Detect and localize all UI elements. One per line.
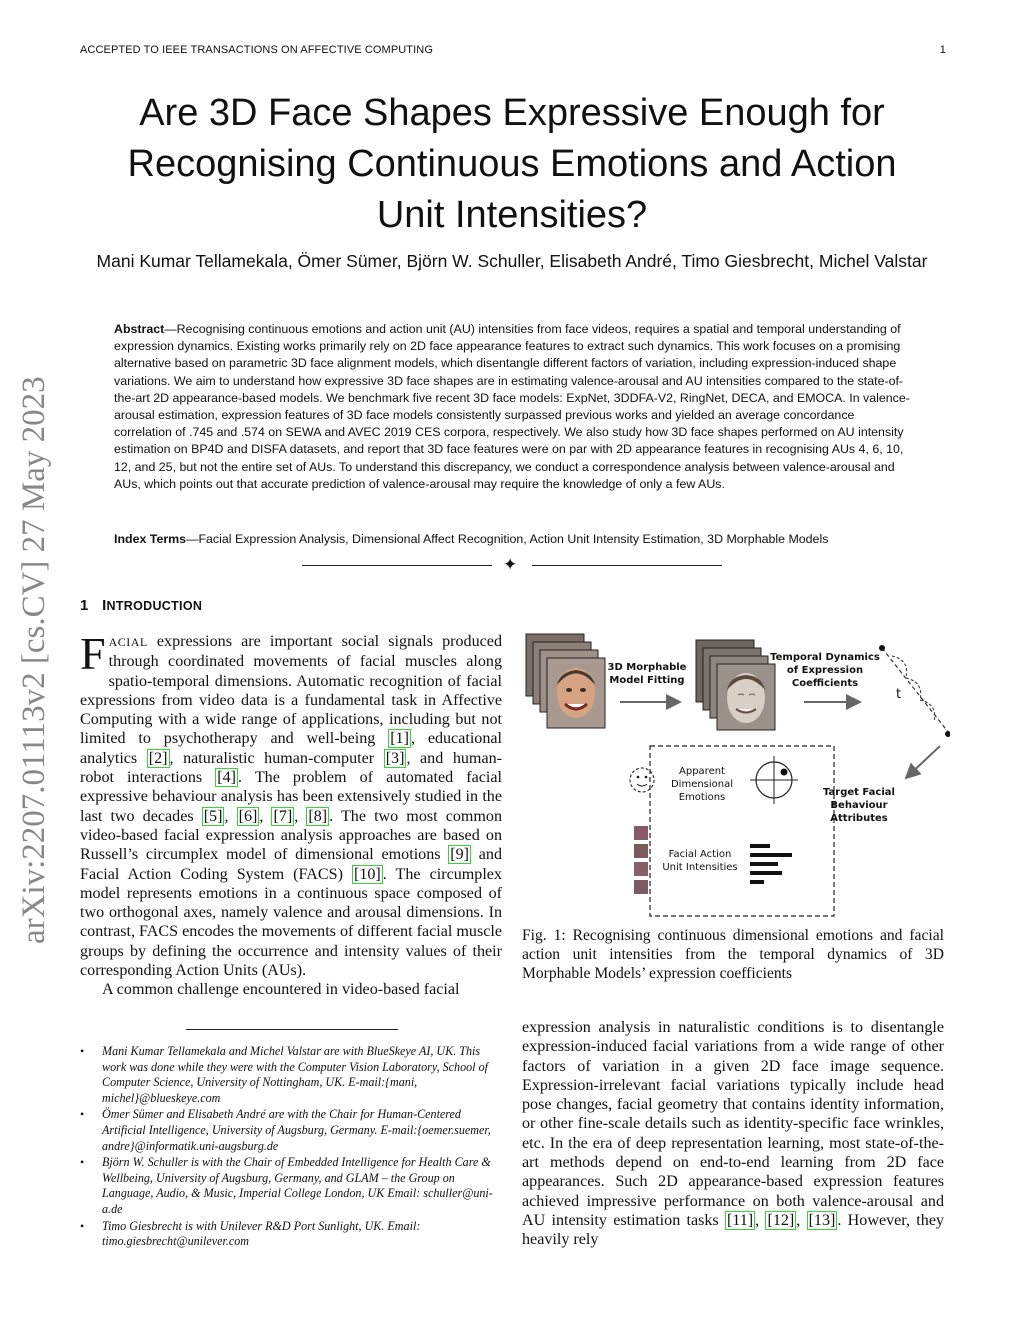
separator-star-icon: ✦ [503, 555, 518, 574]
footnote-rule [186, 1029, 398, 1030]
bullet-icon: • [80, 1218, 85, 1233]
target-label-line3: Attributes [830, 813, 888, 824]
target-label-line1: Target Facial [823, 787, 895, 798]
intro-text: expressions are important social signals produced through coordinated movements of facial muscles along spatio-temporal dimensions. Automatic recognition of facial expressions from video data is a fundamental task in Affective Computing with a wide range of applications, including but not limited to psychotherapy and well-being [80, 633, 502, 748]
index-terms [114, 531, 914, 548]
abstract-label: Abstract [114, 322, 165, 336]
bullet-icon: • [80, 1155, 85, 1170]
author-list: Mani Kumar Tellamekala, Ömer Sümer, Björn W. Schuller, Elisabeth André, Timo Giesbrecht, Michel Valstar [96, 251, 928, 271]
au-face-crops [634, 826, 648, 894]
figure-caption: Fig. 1: Recognising continuous dimensional emotions and facial action unit intensities from the temporal dynamics of 3D Morphable Models’ expression coefficients [522, 927, 944, 982]
body-text: expression analysis in naturalistic conditions is to disentangle expression-induced facial variations from a wide range of other factors of variation in a given 2D face image sequence. Expression-irrelevant facial variations typically include head pose changes, facial geometry that contains identity information, or other fine-scale details such as identity-specific face wrinkles, etc. In the era of deep representation learning, most state-of-the-art methods depend on end-to-end learning from 2D face appearances. Such 2D appearance-based expression features achieved impressive performance on both valence-arousal and AU intensity estimation tasks [522, 1019, 944, 1229]
citation-link[interactable]: [8] [308, 807, 328, 825]
citation-link[interactable]: [2] [148, 749, 168, 767]
footnote-text: Björn W. Schuller is with the Chair of Embedded Intelligence for Health Care & Wellbeing, University of Augsburg, Germany, and GLAM – the Group on Language, Audio, & Music, Imperial College London, UK Email: schuller@uni-a.de [102, 1155, 493, 1216]
intro-text: , and human-robot interactions [80, 749, 502, 787]
abstract-text: —Recognising continuous emotions and action unit (AU) intensities from face videos, requires a spatial and temporal understanding of expression dynamics. Existing works primarily rely on 2D face appearance features to extract such dynamics. This work focuses on a promising alternative based on parametric 3D face alignment models, which disentangle different factors of variation, including expression-induced shape variations. We aim to understand how expressive 3D face shapes are in estimating valence-arousal and AU intensities compared to the state-of-the-art 2D appearance-based models. We benchmark five recent 3D face models: ExpNet, 3DDFA-V2, RingNet, DECA, and EMOCA. In valence-arousal estimation, expression features of 3D face models consistently surpassed previous works and yielded an average concordance correlation of .745 and .574 on SEWA and AVEC 2019 CES corpora, respectively. We also study how 3D face shapes performed on AU intensity estimation on BP4D and DISFA datasets, and report that 3D face features were on par with 2D appearance features in recognising AUs 4, 6, 10, 12, and 25, but not the entire set of AUs. To understand this discrepancy, we conduct a correspondence analysis between valence-arousal and AUs, which points out that accurate prediction of valence-arousal may require the knowledge of only a few AUs. [114, 322, 910, 491]
au-label-line2: Unit Intensities [662, 862, 738, 873]
citation-link[interactable]: [4] [217, 769, 236, 787]
body-text: , [796, 1211, 807, 1229]
target-outputs-box [650, 746, 834, 916]
footnote [80, 1107, 504, 1154]
intro-text: and Facial Action Coding System (FACS) [80, 846, 503, 883]
running-header [80, 44, 946, 56]
footnote [80, 1044, 504, 1106]
apparent-label-line3: Emotions [678, 792, 726, 803]
time-label: t [896, 687, 902, 702]
drop-cap: F [80, 628, 106, 679]
index-terms-text: —Facial Expression Analysis, Dimensional Affect Recognition, Action Unit Intensity Estimation, 3D Morphable Models [186, 532, 829, 546]
abstract [114, 321, 910, 493]
intro-left-column [80, 628, 503, 1000]
author-footnotes [80, 1044, 504, 1251]
index-terms-label: Index Terms [114, 532, 187, 546]
intro-text: . The circumplex model represents emotions in a continuous space composed of two orthogonal axes, namely valence and arousal dimensions. In contrast, FACS encodes the movements of different facial muscle groups by defining the occurrence and intensity values of their corresponding Action Units (AUs). [80, 865, 502, 980]
arxiv-stamp[interactable]: arXiv:2207.01113v2 [cs.CV] 27 May 2023 [16, 376, 52, 944]
citation-link[interactable]: [13] [808, 1211, 836, 1229]
temporal-dynamics-sketch [879, 645, 950, 742]
bullet-icon: • [80, 1107, 85, 1122]
first-word-rest: ACIAL [108, 635, 148, 649]
intro-text: , [294, 807, 307, 825]
citation-link[interactable]: [7] [273, 807, 293, 825]
intro-text: . The problem of automated facial expressive behaviour analysis has been extensively studied in the last two decades [80, 769, 502, 825]
citation-link[interactable]: [6] [238, 807, 258, 825]
input-frames-stack [526, 634, 605, 728]
temporal-label-line2: of Expression [786, 665, 864, 676]
temporal-label-line1: Temporal Dynamics [770, 652, 880, 663]
temporal-label-line3: Coefficients [791, 678, 859, 689]
section-separator [302, 556, 722, 576]
intro-text: , [224, 807, 237, 825]
intro-right-column [522, 1018, 944, 1250]
citation-link[interactable]: [9] [450, 846, 470, 864]
section-number: 1 [80, 597, 89, 614]
footnote-text: Ömer Sümer and Elisabeth André are with the Chair for Human-Centered Artificial Intelligence, University of Augsburg, Germany. E-mail:{oemer.suemer, andre}@informatik.uni-augsburg.de [102, 1107, 491, 1153]
valence-arousal-circle [750, 756, 798, 804]
bullet-icon: • [80, 1044, 85, 1058]
footnote-text: Timo Giesbrecht is with Unilever R&D Port Sunlight, UK. Email: timo.giesbrecht@unilever.com [102, 1218, 421, 1249]
paper-title: Are 3D Face Shapes Expressive Enough for Recognising Continuous Emotions and Action Unit Intensities? [127, 92, 897, 236]
apparent-label-line1: Apparent [679, 766, 725, 777]
citation-link[interactable]: [10] [353, 865, 381, 883]
section-heading [80, 597, 202, 614]
citation-link[interactable]: [1] [390, 730, 409, 748]
intro-paragraph-1 [80, 628, 503, 980]
fitting-label-line1: 3D Morphable [607, 662, 687, 673]
citation-link[interactable]: [12] [767, 1211, 795, 1229]
citation-link[interactable]: [11] [726, 1211, 754, 1229]
au-intensity-bars [750, 844, 792, 884]
intro-text: . The two most common video-based facial expression analysis approaches are based on Russell’s circumplex model of dimensional emotions [80, 807, 503, 864]
intro-text: , naturalistic human-computer [169, 749, 384, 767]
citation-link[interactable]: [3] [385, 749, 405, 767]
target-label-line2: Behaviour [830, 800, 888, 811]
intro-text: , educational analytics [80, 730, 502, 767]
citation-link[interactable]: [5] [203, 807, 223, 825]
fitted-3d-frames-stack [696, 640, 775, 730]
apparent-label-line2: Dimensional [670, 779, 734, 790]
figure-1 [520, 630, 950, 920]
section-title-rest: NTRODUCTION [106, 599, 203, 613]
footnote [80, 1155, 504, 1217]
footnote [80, 1219, 504, 1250]
arrow-down-left-icon [906, 746, 940, 778]
au-label-line1: Facial Action [668, 849, 732, 860]
intro-text: , [259, 807, 272, 825]
section-title-initial: I [102, 597, 107, 614]
intro-paragraph-2: A common challenge encountered in video-based facial [102, 981, 460, 999]
page-number: 1 [939, 44, 946, 56]
body-text: . However, they heavily rely [522, 1211, 945, 1249]
fitting-label-line2: Model Fitting [609, 675, 685, 686]
journal-name: ACCEPTED TO IEEE TRANSACTIONS ON AFFECTIVE COMPUTING [80, 44, 433, 56]
footnote-text: Mani Kumar Tellamekala and Michel Valstar are with BlueSkeye AI, UK. This work was done while they were with the Computer Vision Laboratory, School of Computer Science, University of Nottingham, UK. E-mail:{mani, michel}@blueskeye.com [102, 1044, 488, 1105]
body-text: , [755, 1211, 766, 1229]
